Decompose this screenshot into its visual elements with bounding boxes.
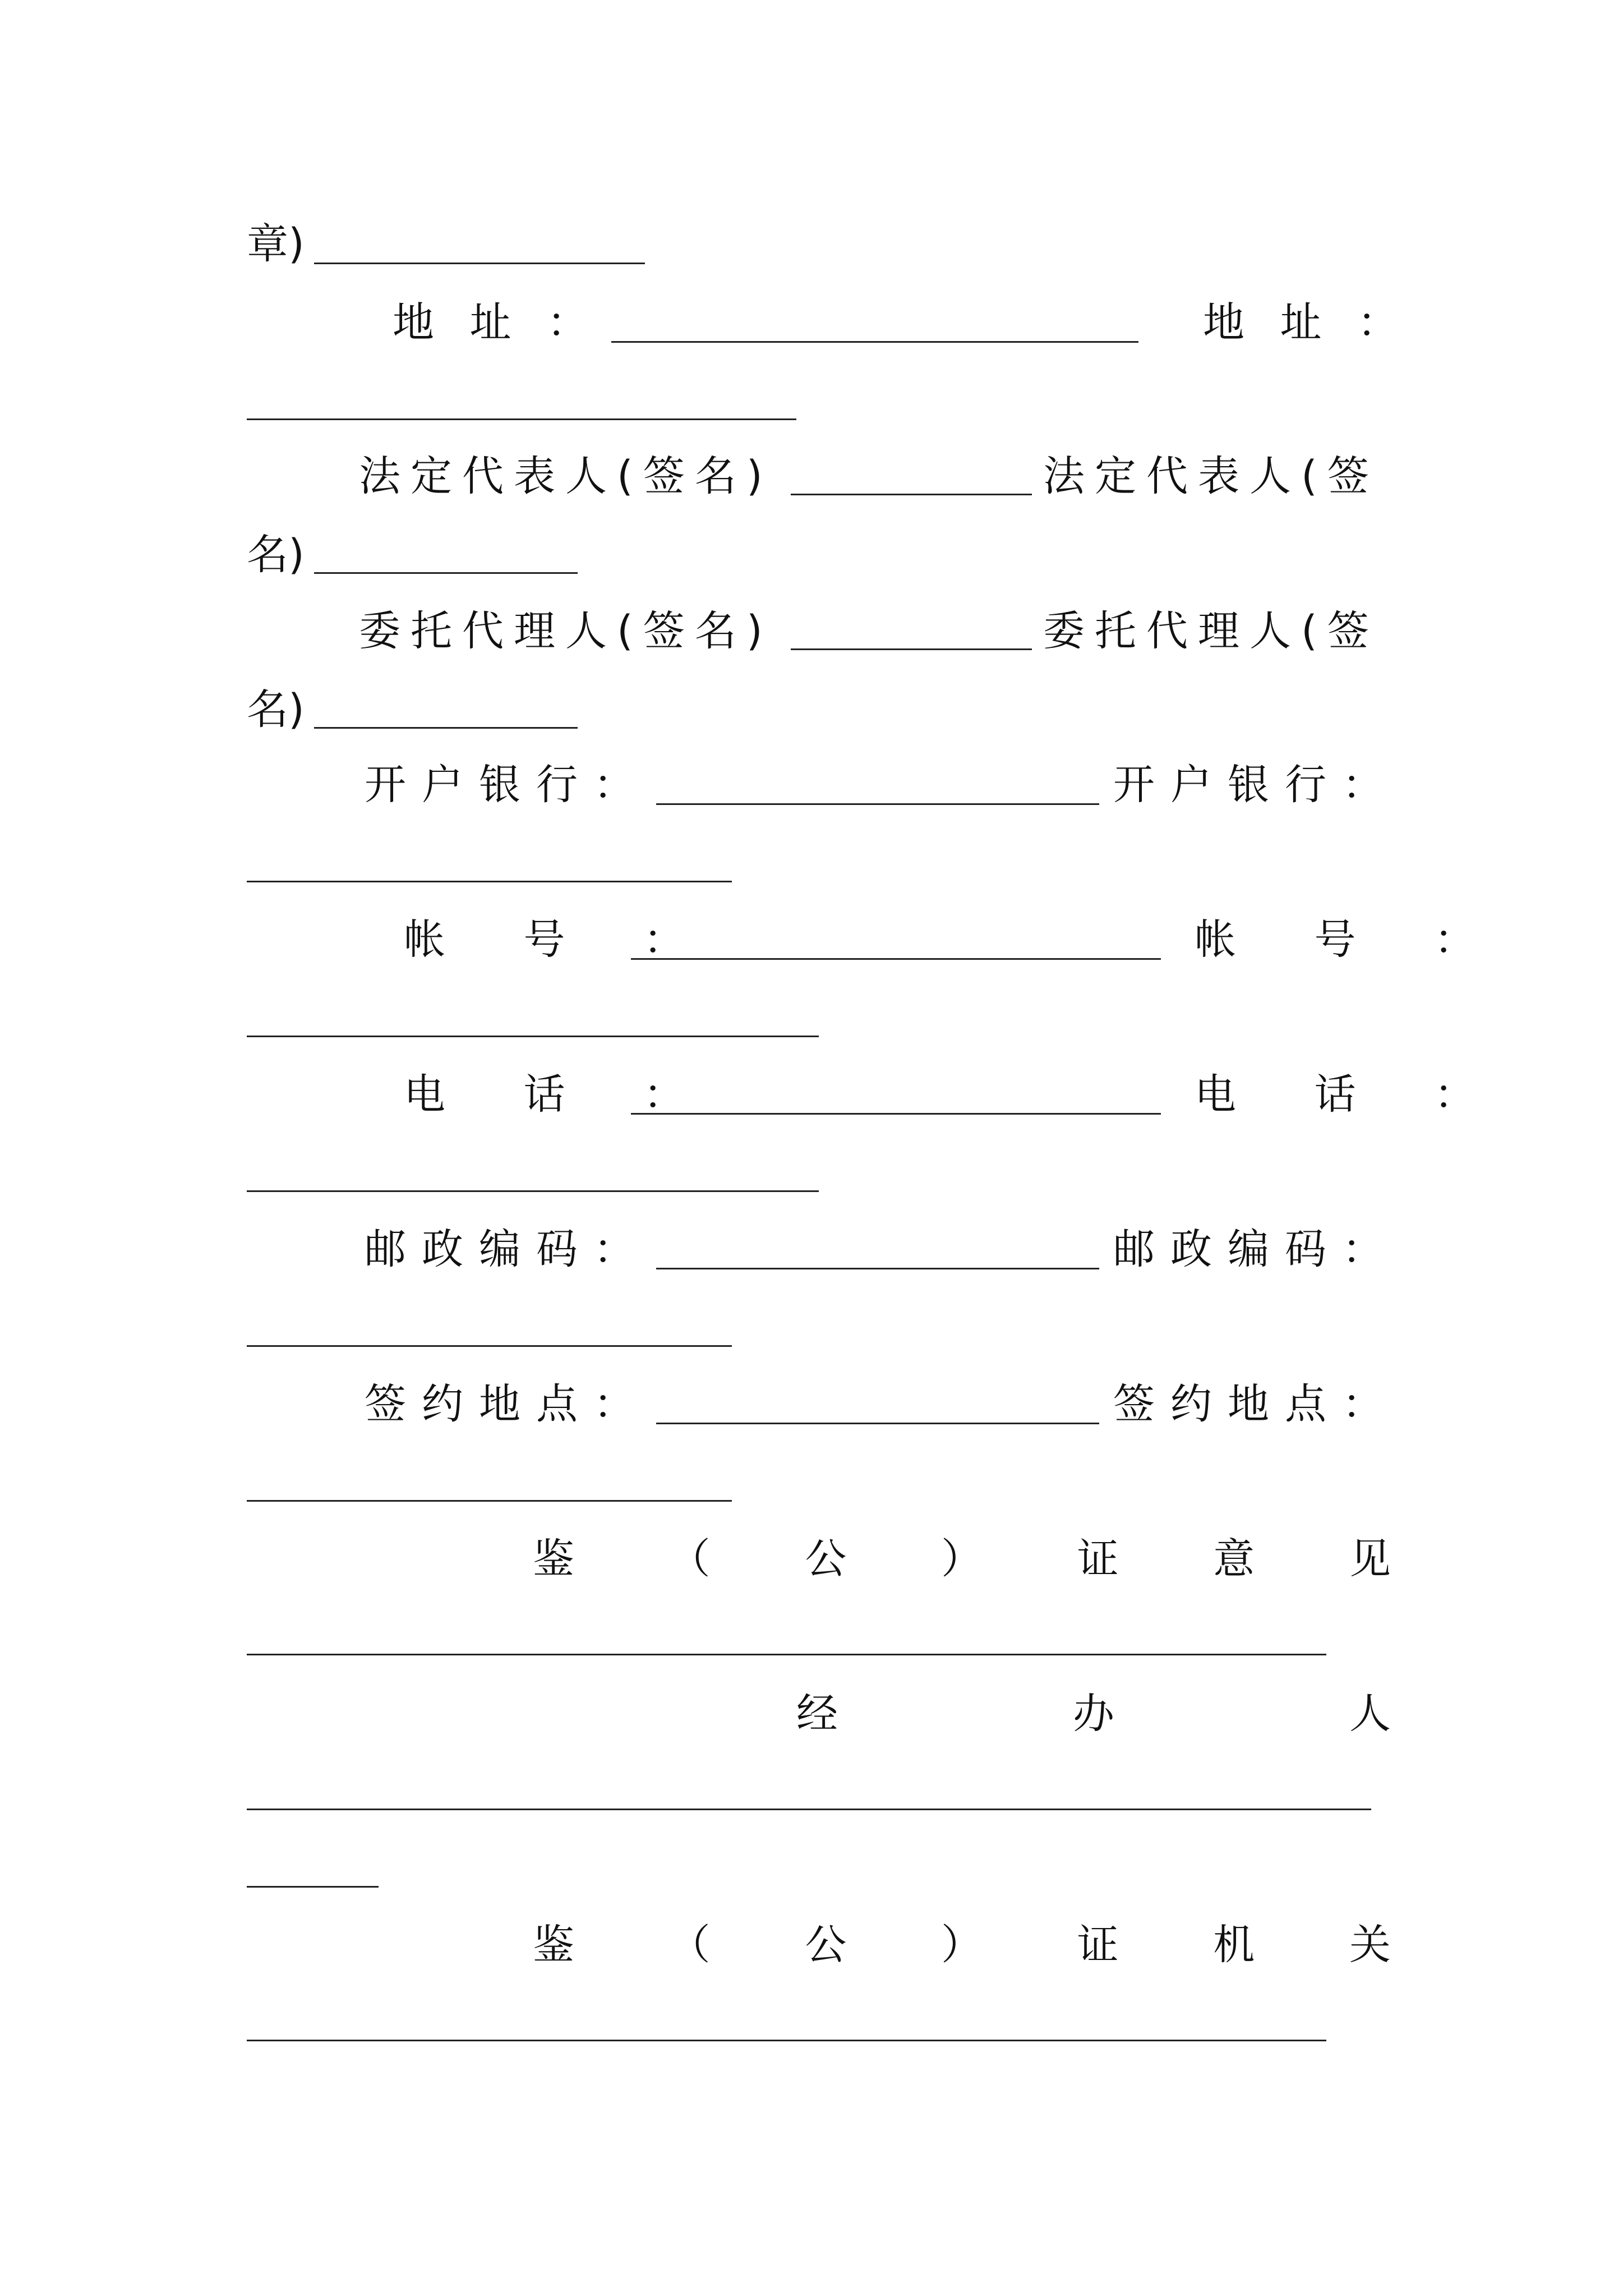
notary-office-char: 关: [1349, 1921, 1391, 1969]
account-underline-right: [247, 1036, 819, 1037]
phone-label-right: 电 话 ：: [1195, 1070, 1509, 1119]
notary-office-char: 公: [805, 1921, 847, 1969]
notary-opinion-char: 鉴: [533, 1535, 574, 1583]
bank-underline-right: [247, 881, 732, 882]
agent-label-right-cont: 名): [247, 685, 305, 734]
postcode-underline-right: [247, 1345, 732, 1347]
legal-rep-underline-right: [314, 572, 578, 574]
account-label-left: 帐 号 ：: [404, 915, 718, 964]
notary-opinion-char: 见: [1349, 1535, 1391, 1583]
notary-office-char: 鉴: [533, 1921, 574, 1969]
agent-label-right: 委托代理人(签: [1043, 607, 1379, 655]
handler-char: 办: [1073, 1690, 1114, 1738]
notary-opinion-char: 证: [1077, 1535, 1119, 1583]
postcode-underline-left: [656, 1268, 1099, 1269]
bank-label-left: 开户银行：: [365, 761, 651, 809]
notary-opinion-char: 公: [805, 1535, 847, 1583]
account-label-right: 帐 号 ：: [1195, 915, 1509, 964]
sign-place-label-left: 签约地点：: [365, 1380, 651, 1428]
phone-underline-right: [247, 1190, 819, 1192]
postcode-label-left: 邮政编码：: [365, 1225, 651, 1273]
sign-place-underline-right: [247, 1500, 732, 1502]
phone-label-left: 电 话 ：: [404, 1070, 718, 1119]
handler-label: [796, 1690, 1391, 1738]
notary-opinion-char: ）: [940, 1535, 983, 1583]
agent-underline-left: [791, 648, 1032, 650]
agent-underline-right: [314, 727, 578, 729]
notary-office-char: ）: [940, 1921, 983, 1969]
sign-place-underline-left: [656, 1423, 1099, 1424]
notary-office-char: （: [668, 1921, 711, 1969]
handler-underline-cont: [247, 1886, 379, 1888]
notary-office-char: 机: [1213, 1921, 1255, 1969]
address-label-left: 地 址 ：: [393, 298, 600, 347]
legal-rep-label-left: 法定代表人(签名): [359, 452, 773, 500]
bank-underline-left: [656, 803, 1099, 805]
legal-rep-label-right: 法定代表人(签: [1043, 452, 1379, 500]
notary-office-char: 证: [1077, 1921, 1119, 1969]
handler-char: 经: [796, 1690, 838, 1738]
postcode-label-right: 邮政编码：: [1113, 1225, 1399, 1273]
sign-place-label-right: 签约地点：: [1113, 1380, 1399, 1428]
notary-opinion-label: [533, 1535, 1391, 1583]
legal-rep-underline-left: [791, 494, 1032, 495]
address-label-right: 地 址 ：: [1203, 298, 1410, 347]
zhang-underline: [314, 263, 645, 264]
handler-char: 人: [1349, 1690, 1391, 1738]
legal-rep-label-right-cont: 名): [247, 531, 305, 579]
agent-label-left: 委托代理人(签名): [359, 607, 773, 655]
notary-opinion-underline: [247, 1654, 1326, 1655]
bank-label-right: 开户银行：: [1113, 761, 1399, 809]
address-underline-left: [611, 341, 1138, 343]
notary-office-underline: [247, 2040, 1326, 2041]
notary-opinion-char: 意: [1213, 1535, 1255, 1583]
address-underline-right: [247, 418, 796, 420]
notary-opinion-char: （: [668, 1535, 711, 1583]
zhang-label: 章): [247, 220, 305, 268]
notary-office-label: [533, 1921, 1391, 1969]
phone-underline-left: [631, 1113, 1161, 1115]
handler-underline: [247, 1809, 1371, 1810]
account-underline-left: [631, 958, 1161, 960]
